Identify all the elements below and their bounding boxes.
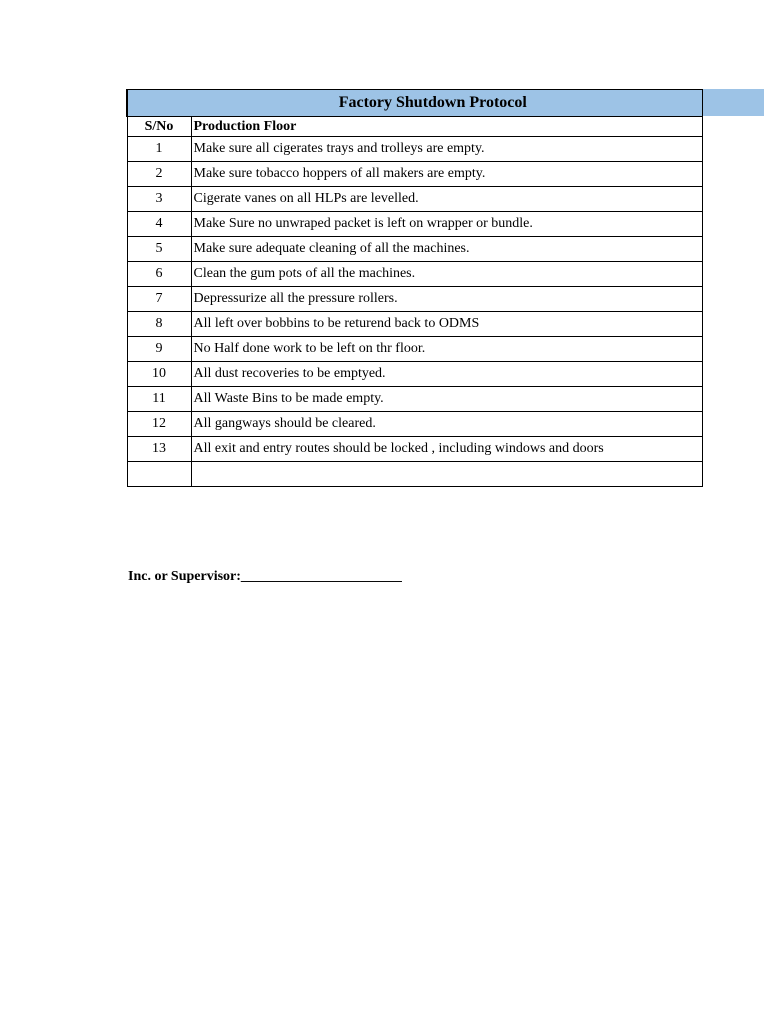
row-sn: 6 [127, 262, 191, 287]
row-sn: 5 [127, 237, 191, 262]
table-row [127, 212, 702, 237]
row-text: Clean the gum pots of all the machines. [191, 262, 702, 287]
row-text: No Half done work to be left on thr floor. [191, 337, 702, 362]
table-row [127, 362, 702, 387]
row-text: Make Sure no unwraped packet is left on wrapper or bundle. [191, 212, 702, 237]
header-row [127, 117, 702, 137]
table-row [127, 412, 702, 437]
row-text: All left over bobbins to be returend back to ODMS [191, 312, 702, 337]
row-text: All exit and entry routes should be locked , including windows and doors [191, 437, 702, 462]
title-row [127, 90, 702, 117]
row-text: All dust recoveries to be emptyed. [191, 362, 702, 387]
row-text: Depressurize all the pressure rollers. [191, 287, 702, 312]
row-text: Make sure adequate cleaning of all the machines. [191, 237, 702, 262]
blank-row [127, 462, 702, 487]
blank-sn-cell [127, 462, 191, 487]
row-text: All Waste Bins to be made empty. [191, 387, 702, 412]
table-title-cell [127, 90, 702, 117]
row-sn: 9 [127, 337, 191, 362]
table-row [127, 287, 702, 312]
table-row [127, 137, 702, 162]
table-row [127, 262, 702, 287]
row-sn: 11 [127, 387, 191, 412]
table-row [127, 187, 702, 212]
table-row [127, 337, 702, 362]
table-row [127, 312, 702, 337]
row-sn: 13 [127, 437, 191, 462]
table-title: Factory Shutdown Protocol [338, 94, 527, 111]
shutdown-protocol-table [126, 89, 703, 487]
table-row [127, 437, 702, 462]
row-sn: 2 [127, 162, 191, 187]
table-row [127, 237, 702, 262]
table-row [127, 387, 702, 412]
row-sn: 10 [127, 362, 191, 387]
header-production-floor: Production Floor [191, 117, 702, 137]
header-sn: S/No [127, 117, 191, 137]
row-text: Make sure tobacco hoppers of all makers are empty. [191, 162, 702, 187]
row-sn: 1 [127, 137, 191, 162]
row-text: Cigerate vanes on all HLPs are levelled. [191, 187, 702, 212]
row-sn: 4 [127, 212, 191, 237]
blank-text-cell [191, 462, 702, 487]
table-row [127, 162, 702, 187]
row-sn: 8 [127, 312, 191, 337]
row-sn: 12 [127, 412, 191, 437]
row-sn: 7 [127, 287, 191, 312]
row-sn: 3 [127, 187, 191, 212]
row-text: All gangways should be cleared. [191, 412, 702, 437]
supervisor-signature-line: Inc. or Supervisor:_______________________ [128, 569, 402, 584]
row-text: Make sure all cigerates trays and trolleys are empty. [191, 137, 702, 162]
